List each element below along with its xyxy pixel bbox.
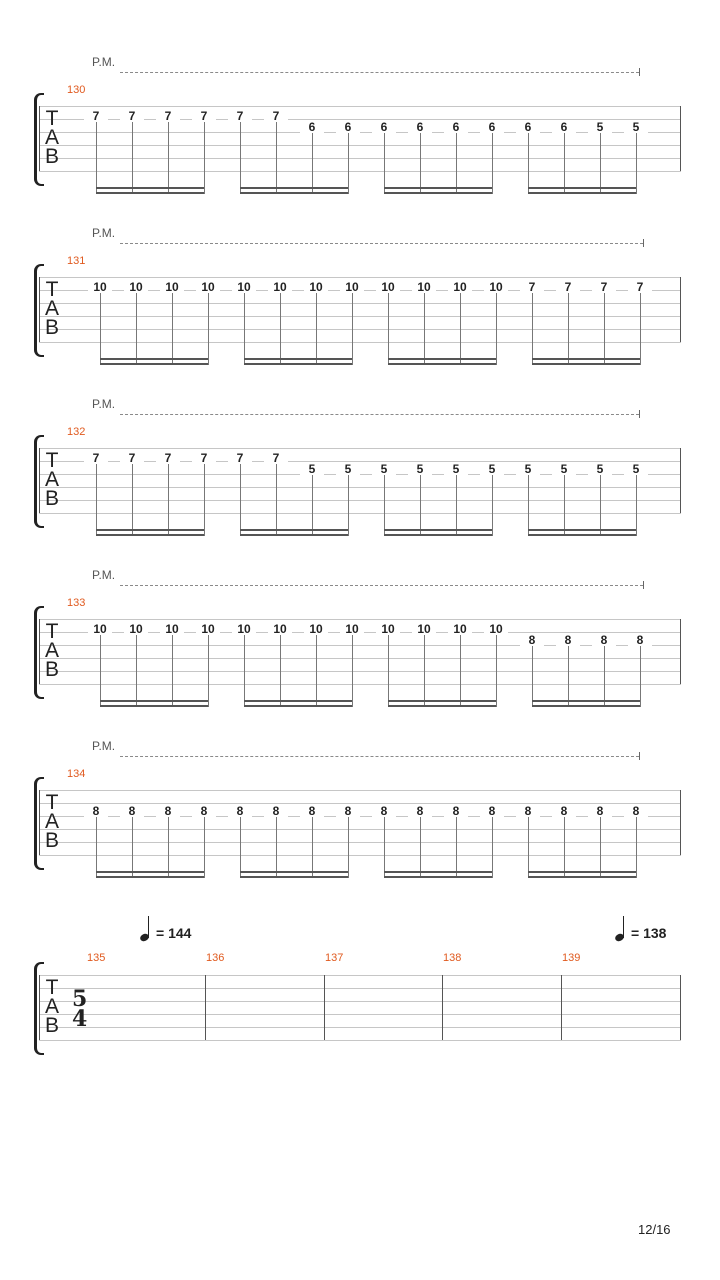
staff-line: [39, 1001, 681, 1002]
note-stem: [240, 464, 241, 536]
note-stem: [528, 133, 529, 194]
note-stem: [528, 817, 529, 878]
bar-number: 131: [67, 255, 86, 267]
fret-number: 5: [552, 463, 576, 475]
fret-number: 7: [120, 110, 144, 122]
tab-clef-letter: T: [45, 620, 59, 643]
barline: [39, 277, 40, 342]
beam: [384, 187, 492, 189]
fret-number: 7: [264, 110, 288, 122]
note-stem: [420, 475, 421, 536]
beam: [96, 871, 204, 873]
fret-number: 10: [376, 281, 400, 293]
fret-number: 10: [412, 281, 436, 293]
note-stem: [100, 293, 101, 365]
fret-number: 8: [588, 805, 612, 817]
tab-clef-letter: B: [44, 1014, 59, 1037]
staff-line: [39, 1040, 681, 1041]
palm-mute-end: [643, 581, 644, 589]
palm-mute-label: P.M.: [92, 568, 116, 582]
barline: [39, 619, 40, 684]
note-stem: [96, 817, 97, 878]
beam: [96, 534, 204, 536]
note-stem: [496, 293, 497, 365]
note-stem: [352, 635, 353, 707]
bar-number: 137: [325, 952, 344, 964]
fret-number: 8: [156, 805, 180, 817]
note-stem: [564, 817, 565, 878]
beam: [240, 192, 348, 194]
note-stem: [100, 635, 101, 707]
bar-number: 138: [443, 952, 462, 964]
note-stem: [280, 293, 281, 365]
note-stem: [456, 817, 457, 878]
fret-number: 6: [552, 121, 576, 133]
bar-number: 130: [67, 84, 86, 96]
tab-clef-letter: T: [45, 107, 59, 130]
beam: [528, 529, 636, 531]
fret-number: 8: [520, 634, 544, 646]
barline: [39, 106, 40, 171]
fret-number: 7: [264, 452, 288, 464]
note-stem: [640, 646, 641, 707]
bar-number: 136: [206, 952, 225, 964]
fret-number: 5: [588, 463, 612, 475]
beam: [100, 358, 208, 360]
fret-number: 6: [408, 121, 432, 133]
tab-clef-letter: A: [44, 810, 59, 833]
fret-number: 10: [124, 281, 148, 293]
page-number: 12/16: [638, 1222, 671, 1237]
staff-line: [39, 474, 681, 475]
beam: [384, 871, 492, 873]
fret-number: 6: [372, 121, 396, 133]
palm-mute-end: [639, 410, 640, 418]
beam: [528, 876, 636, 878]
fret-number: 8: [444, 805, 468, 817]
note-stem: [532, 646, 533, 707]
staff-line: [39, 513, 681, 514]
note-stem: [604, 293, 605, 365]
fret-number: 8: [592, 634, 616, 646]
fret-number: 10: [376, 623, 400, 635]
note-stem: [132, 464, 133, 536]
note-stem: [276, 464, 277, 536]
staff-line: [39, 829, 681, 830]
staff-line: [39, 487, 681, 488]
fret-number: 10: [448, 281, 472, 293]
note-stem: [496, 635, 497, 707]
note-stem: [204, 122, 205, 194]
palm-mute-label: P.M.: [92, 397, 116, 411]
time-signature-bottom: 4: [72, 1006, 88, 1032]
palm-mute-line: [120, 414, 639, 415]
note-stem: [208, 635, 209, 707]
beam: [528, 871, 636, 873]
fret-number: 8: [628, 634, 652, 646]
fret-number: 6: [516, 121, 540, 133]
palm-mute-line: [120, 72, 639, 73]
fret-number: 5: [480, 463, 504, 475]
staff-line: [39, 790, 681, 791]
beam: [528, 187, 636, 189]
fret-number: 7: [192, 110, 216, 122]
note-stem: [636, 817, 637, 878]
note-stem: [568, 293, 569, 365]
note-stem: [280, 635, 281, 707]
beam: [240, 534, 348, 536]
tab-clef-letter: T: [45, 449, 59, 472]
fret-number: 8: [192, 805, 216, 817]
note-stem: [492, 475, 493, 536]
fret-number: 8: [372, 805, 396, 817]
palm-mute-label: P.M.: [92, 226, 116, 240]
fret-number: 7: [592, 281, 616, 293]
staff-line: [39, 277, 681, 278]
note-stem: [96, 464, 97, 536]
beam: [244, 363, 352, 365]
bar-number: 133: [67, 597, 86, 609]
beam: [100, 700, 208, 702]
bar-number: 135: [87, 952, 106, 964]
tab-clef-letter: B: [44, 316, 59, 339]
fret-number: 8: [264, 805, 288, 817]
note-stem: [564, 133, 565, 194]
time-signature-top: 5: [72, 986, 88, 1012]
note-stem: [384, 133, 385, 194]
barline: [39, 448, 40, 513]
palm-mute-label: P.M.: [92, 739, 116, 753]
note-stem: [136, 293, 137, 365]
fret-number: 10: [88, 281, 112, 293]
note-stem: [600, 133, 601, 194]
note-stem: [636, 475, 637, 536]
beam: [384, 534, 492, 536]
fret-number: 8: [552, 805, 576, 817]
fret-number: 8: [120, 805, 144, 817]
note-stem: [132, 122, 133, 194]
note-stem: [384, 817, 385, 878]
note-stem: [604, 646, 605, 707]
fret-number: 10: [196, 623, 220, 635]
barline: [680, 619, 681, 684]
fret-number: 10: [232, 281, 256, 293]
fret-number: 8: [556, 634, 580, 646]
tab-clef-letter: B: [44, 658, 59, 681]
fret-number: 10: [160, 281, 184, 293]
fret-number: 5: [624, 121, 648, 133]
quarter-note-icon: [615, 915, 627, 941]
staff-line: [39, 171, 681, 172]
barline: [39, 790, 40, 855]
fret-number: 7: [228, 452, 252, 464]
fret-number: 6: [480, 121, 504, 133]
bar-number: 132: [67, 426, 86, 438]
barline: [680, 277, 681, 342]
beam: [244, 705, 352, 707]
fret-number: 7: [84, 452, 108, 464]
fret-number: 10: [124, 623, 148, 635]
note-stem: [172, 635, 173, 707]
note-stem: [640, 293, 641, 365]
tab-clef-letter: A: [44, 639, 59, 662]
fret-number: 10: [484, 623, 508, 635]
staff-line: [39, 842, 681, 843]
note-stem: [636, 133, 637, 194]
note-stem: [348, 475, 349, 536]
staff-line: [39, 132, 681, 133]
fret-number: 10: [160, 623, 184, 635]
tab-clef-letter: A: [44, 297, 59, 320]
barline: [680, 975, 681, 1040]
fret-number: 10: [304, 623, 328, 635]
note-stem: [420, 133, 421, 194]
staff-line: [39, 803, 681, 804]
fret-number: 8: [480, 805, 504, 817]
note-stem: [244, 635, 245, 707]
fret-number: 10: [340, 623, 364, 635]
note-stem: [388, 635, 389, 707]
note-stem: [204, 817, 205, 878]
fret-number: 8: [336, 805, 360, 817]
fret-number: 10: [412, 623, 436, 635]
staff-line: [39, 106, 681, 107]
barline: [442, 975, 443, 1040]
fret-number: 10: [304, 281, 328, 293]
note-stem: [172, 293, 173, 365]
fret-number: 7: [228, 110, 252, 122]
barline: [39, 975, 40, 1040]
fret-number: 8: [516, 805, 540, 817]
note-stem: [492, 817, 493, 878]
fret-number: 7: [556, 281, 580, 293]
staff-line: [39, 158, 681, 159]
beam: [96, 192, 204, 194]
note-stem: [244, 293, 245, 365]
fret-number: 10: [448, 623, 472, 635]
barline: [680, 790, 681, 855]
fret-number: 8: [408, 805, 432, 817]
note-stem: [388, 293, 389, 365]
fret-number: 7: [84, 110, 108, 122]
note-stem: [384, 475, 385, 536]
palm-mute-end: [643, 239, 644, 247]
note-stem: [424, 635, 425, 707]
note-stem: [460, 293, 461, 365]
fret-number: 10: [484, 281, 508, 293]
fret-number: 10: [268, 281, 292, 293]
beam: [388, 700, 496, 702]
fret-number: 6: [444, 121, 468, 133]
staff-line: [39, 145, 681, 146]
fret-number: 5: [300, 463, 324, 475]
note-stem: [568, 646, 569, 707]
beam: [532, 700, 640, 702]
note-stem: [208, 293, 209, 365]
beam: [100, 363, 208, 365]
staff-line: [39, 988, 681, 989]
tab-clef-letter: B: [44, 829, 59, 852]
staff-line: [39, 975, 681, 976]
beam: [244, 358, 352, 360]
fret-number: 10: [268, 623, 292, 635]
note-stem: [424, 293, 425, 365]
note-stem: [532, 293, 533, 365]
palm-mute-end: [639, 752, 640, 760]
beam: [388, 705, 496, 707]
fret-number: 5: [444, 463, 468, 475]
palm-mute-end: [639, 68, 640, 76]
tempo-label: = 144: [156, 925, 192, 941]
note-stem: [348, 133, 349, 194]
fret-number: 10: [232, 623, 256, 635]
note-stem: [528, 475, 529, 536]
note-stem: [456, 475, 457, 536]
bar-number: 139: [562, 952, 581, 964]
note-stem: [564, 475, 565, 536]
tab-clef-letter: T: [45, 976, 59, 999]
beam: [240, 187, 348, 189]
palm-mute-label: P.M.: [92, 55, 116, 69]
barline: [680, 448, 681, 513]
beam: [388, 358, 496, 360]
beam: [240, 871, 348, 873]
quarter-note-icon: [140, 915, 152, 941]
tab-clef-letter: A: [44, 468, 59, 491]
beam: [240, 529, 348, 531]
note-stem: [420, 817, 421, 878]
beam: [96, 876, 204, 878]
palm-mute-line: [120, 756, 639, 757]
palm-mute-line: [120, 243, 643, 244]
note-stem: [312, 133, 313, 194]
note-stem: [600, 817, 601, 878]
note-stem: [136, 635, 137, 707]
fret-number: 8: [624, 805, 648, 817]
note-stem: [348, 817, 349, 878]
fret-number: 8: [300, 805, 324, 817]
fret-number: 5: [372, 463, 396, 475]
tab-clef-letter: T: [45, 791, 59, 814]
fret-number: 8: [84, 805, 108, 817]
palm-mute-line: [120, 585, 643, 586]
note-stem: [240, 817, 241, 878]
fret-number: 7: [520, 281, 544, 293]
note-stem: [316, 635, 317, 707]
note-stem: [96, 122, 97, 194]
beam: [384, 192, 492, 194]
fret-number: 7: [192, 452, 216, 464]
fret-number: 5: [516, 463, 540, 475]
note-stem: [240, 122, 241, 194]
beam: [96, 187, 204, 189]
note-stem: [456, 133, 457, 194]
fret-number: 5: [336, 463, 360, 475]
beam: [528, 192, 636, 194]
note-stem: [132, 817, 133, 878]
note-stem: [492, 133, 493, 194]
tab-clef-letter: B: [44, 145, 59, 168]
fret-number: 7: [156, 452, 180, 464]
fret-number: 5: [588, 121, 612, 133]
note-stem: [312, 817, 313, 878]
tempo-marking: [140, 915, 191, 941]
beam: [528, 534, 636, 536]
beam: [532, 358, 640, 360]
tab-clef-letter: A: [44, 126, 59, 149]
tempo-label: = 138: [631, 925, 667, 941]
note-stem: [276, 817, 277, 878]
fret-number: 7: [156, 110, 180, 122]
note-stem: [316, 293, 317, 365]
tab-clef-letter: A: [44, 995, 59, 1018]
tab-clef-letter: B: [44, 487, 59, 510]
note-stem: [168, 464, 169, 536]
staff-line: [39, 448, 681, 449]
fret-number: 8: [228, 805, 252, 817]
fret-number: 10: [196, 281, 220, 293]
staff-line: [39, 619, 681, 620]
barline: [205, 975, 206, 1040]
fret-number: 7: [120, 452, 144, 464]
beam: [532, 363, 640, 365]
fret-number: 7: [628, 281, 652, 293]
note-stem: [312, 475, 313, 536]
beam: [532, 705, 640, 707]
beam: [240, 876, 348, 878]
staff-line: [39, 1014, 681, 1015]
barline: [680, 106, 681, 171]
note-stem: [168, 122, 169, 194]
staff-line: [39, 1027, 681, 1028]
note-stem: [352, 293, 353, 365]
beam: [384, 876, 492, 878]
note-stem: [600, 475, 601, 536]
fret-number: 10: [88, 623, 112, 635]
bar-number: 134: [67, 768, 86, 780]
tempo-marking: [615, 915, 666, 941]
staff-line: [39, 855, 681, 856]
fret-number: 10: [340, 281, 364, 293]
beam: [244, 700, 352, 702]
fret-number: 5: [408, 463, 432, 475]
note-stem: [460, 635, 461, 707]
beam: [388, 363, 496, 365]
barline: [324, 975, 325, 1040]
note-stem: [276, 122, 277, 194]
note-stem: [204, 464, 205, 536]
beam: [384, 529, 492, 531]
tab-clef-letter: T: [45, 278, 59, 301]
barline: [561, 975, 562, 1040]
staff-line: [39, 500, 681, 501]
fret-number: 6: [300, 121, 324, 133]
fret-number: 6: [336, 121, 360, 133]
beam: [96, 529, 204, 531]
fret-number: 5: [624, 463, 648, 475]
beam: [100, 705, 208, 707]
note-stem: [168, 817, 169, 878]
